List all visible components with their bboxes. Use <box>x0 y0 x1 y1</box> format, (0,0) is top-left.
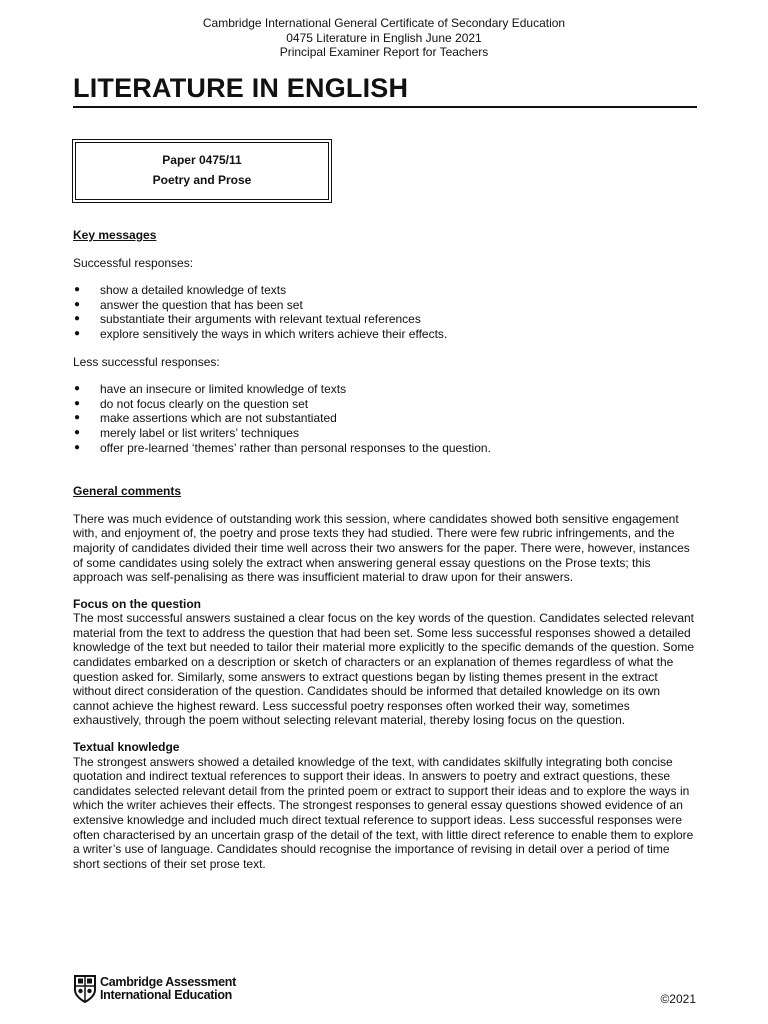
header-line-2: 0475 Literature in English June 2021 <box>286 30 482 45</box>
key-messages-heading: Key messages <box>73 228 157 242</box>
paper-info-box-inner <box>75 142 329 200</box>
list-item: ● explore sensitively the ways in which writers achieve their effects. <box>74 326 448 341</box>
successful-intro: Successful responses: <box>73 255 194 270</box>
paper-info-box <box>72 139 332 203</box>
bullet-icon: ● <box>74 284 81 296</box>
list-item: ● answer the question that has been set <box>74 297 303 312</box>
list-item: ● merely label or list writers’ techniques <box>74 425 299 440</box>
general-comments-intro: There was much evidence of outstanding work this session, where candidates showed both sensitive engagement with, and enjoyment of, the poetry and prose texts they had studied. There were few rubric infringements, and the majority of candidates divided their time well across their two answers for the paper. There were, however, instances of some candidates using solely the extract when answering general essay questions on the Prose texts; this approach was self-penalising as there was insufficient material to draw upon for their answers. <box>73 511 690 585</box>
report-body <box>73 228 697 884</box>
list-item: ● have an insecure or limited knowledge of texts <box>74 382 347 397</box>
logo-line-2: International Education <box>100 988 232 1002</box>
bullet-icon: ● <box>74 383 81 395</box>
list-item: ● show a detailed knowledge of texts <box>74 283 287 298</box>
bullet-icon: ● <box>74 313 81 325</box>
textual-knowledge-heading: Textual knowledge <box>73 740 180 755</box>
shield-icon <box>73 974 97 1004</box>
bullet-icon: ● <box>74 412 81 424</box>
list-item: ● substantiate their arguments with relevant textual references <box>74 312 421 327</box>
title-underline-rule <box>73 106 697 108</box>
bullet-icon: ● <box>74 327 81 339</box>
header-line-1: Cambridge International General Certificate of Secondary Education <box>202 16 566 30</box>
logo-line-1: Cambridge Assessment <box>100 975 236 989</box>
header-line-3: Principal Examiner Report for Teachers <box>279 45 489 59</box>
focus-heading: Focus on the question <box>73 596 201 611</box>
successful-list <box>73 283 697 341</box>
textual-knowledge-text: The strongest answers showed a detailed knowledge of the text, with candidates skilfully integrating both concise quotation and indirect textual references to support their ideas. In answers to poetry and extract questions, these candidates selected relevant detail from the printed poem or extract to support their ideas and to explore the ways in which the writer achieves their effects. The strongest responses to general essay questions showed evidence of an extensive knowledge and included much direct textual reference to support ideas. Less successful responses were often characterised by an uncertain grasp of the detail of the text, with little direct reference to enable them to explore a writer’s use of language. Candidates should recognise the importance of revising in detail over a period of time short sections of their set prose text. <box>73 754 694 871</box>
bullet-icon: ● <box>74 441 81 453</box>
focus-text: The most successful answers sustained a clear focus on the key words of the question. Candidates selected relevant material from the text to address the question that had been set. Some less successful responses showed a detailed knowledge of the text but needed to tailor their material more explicitly to the specific demands of the question. Some candidates embarked on a description or sketch of characters or an explanation of themes regardless of what the question asked for. Similarly, some answers to extract questions began by listing themes present in the extract without direct consideration of the question. Candidates should be informed that detailed knowledge on its own cannot achieve the highest reward. Less successful poetry responses often worked their way, sometimes exhaustively, through the poem without selecting relevant material, thereby losing focus on the question. <box>73 611 695 728</box>
list-item: ● do not focus clearly on the question set <box>74 396 309 411</box>
report-header <box>0 16 768 60</box>
page-title: LITERATURE IN ENGLISH <box>73 73 409 103</box>
general-comments-heading: General comments <box>73 484 182 499</box>
logo-wordmark <box>100 976 236 1002</box>
paper-number: Paper 0475/11 <box>162 153 242 167</box>
paper-subtitle: Poetry and Prose <box>152 173 252 187</box>
bullet-icon: ● <box>74 298 81 310</box>
cambridge-logo <box>73 974 236 1004</box>
less-successful-intro: Less successful responses: <box>73 354 220 369</box>
list-item: ● make assertions which are not substantiated <box>74 411 337 426</box>
bullet-icon: ● <box>74 426 81 438</box>
bullet-icon: ● <box>74 397 81 409</box>
copyright-notice: ©2021 <box>660 992 696 1006</box>
section-spacer <box>73 468 697 484</box>
less-successful-list <box>73 382 697 455</box>
list-item: ● offer pre-learned ‘themes’ rather than personal responses to the question. <box>74 440 491 455</box>
